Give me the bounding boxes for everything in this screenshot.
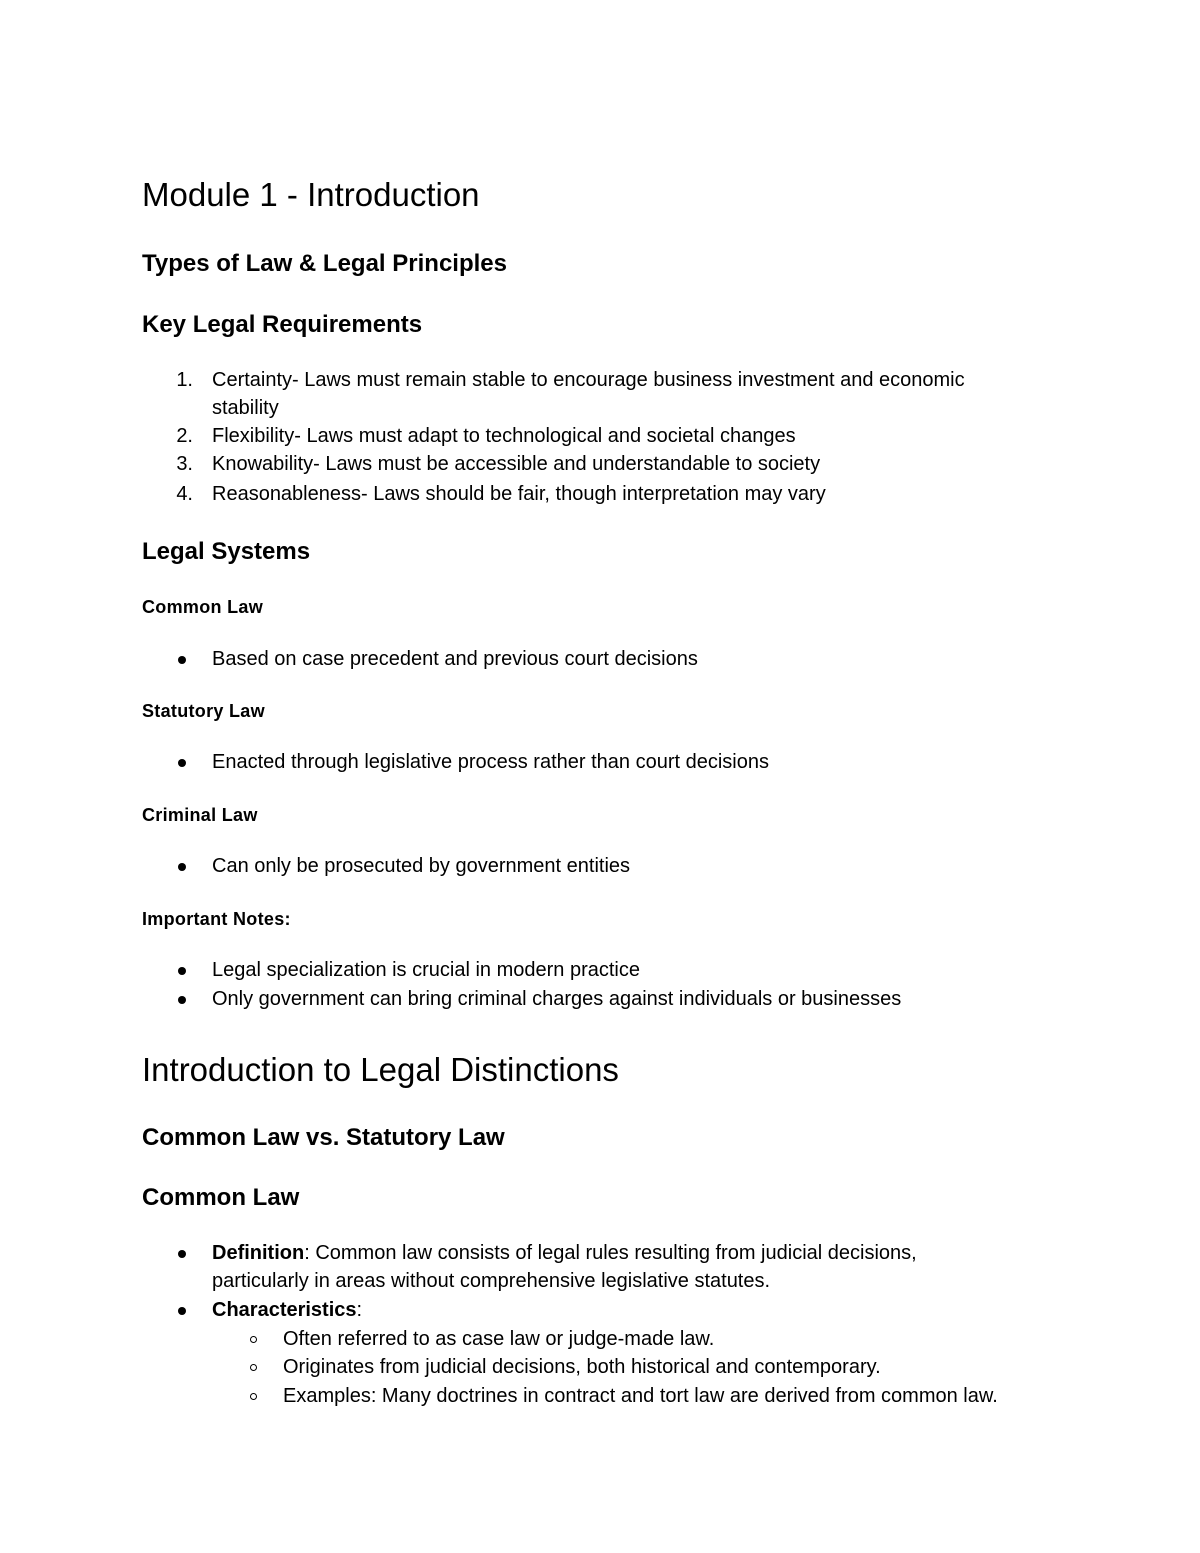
list-number: 4. [176,483,193,505]
list-item-text: Knowability- Laws must be accessible and understandable to society [212,453,821,475]
document-title: Module 1 - Introduction [142,176,480,213]
sub-bullet-circle [250,1393,257,1400]
subheading-legal-systems: Legal Systems [142,538,311,565]
characteristics-suffix: : [356,1299,363,1321]
label-important-notes: Important Notes: [142,909,291,929]
sub-bullet-circle [250,1364,257,1371]
sub-bullet-text: Originates from judicial decisions, both historical and contemporary. [283,1356,881,1378]
list-item-text: Flexibility- Laws must adapt to technological and societal changes [212,425,796,447]
bullet-text: Legal specialization is crucial in modern practice [212,959,640,981]
sub-bullet-text: Examples: Many doctrines in contract and tort law are derived from common law. [283,1385,998,1407]
list-number: 2. [176,425,193,447]
bullet-text: Only government can bring criminal charges against individuals or businesses [212,988,902,1010]
bullet-dot [178,656,186,664]
definition-line [212,1239,917,1267]
section-heading-types-of-law: Types of Law & Legal Principles [142,250,507,277]
list-item-text: Reasonableness- Laws should be fair, though interpretation may vary [212,483,826,505]
bullet-text: Enacted through legislative process rather than court decisions [212,751,769,773]
label-common-law: Common Law [142,597,264,617]
list-item-text-continued: stability [212,397,279,419]
bullet-dot [178,759,186,767]
label-criminal-law: Criminal Law [142,805,258,825]
bullet-dot [178,996,186,1004]
characteristics-term: Characteristics [212,1299,357,1321]
bullet-dot [178,1307,186,1315]
bullet-text: Based on case precedent and previous court decisions [212,648,698,670]
bullet-text: Can only be prosecuted by government entities [212,855,631,877]
subheading-common-law: Common Law [142,1184,300,1211]
subheading-common-vs-statutory: Common Law vs. Statutory Law [142,1124,505,1151]
list-number: 1. [176,369,193,391]
list-item-text: Certainty- Laws must remain stable to encourage business investment and economic [212,369,965,391]
definition-term: Definition [212,1242,305,1264]
definition-text-continued: particularly in areas without comprehensive legislative statutes. [212,1270,771,1292]
bullet-dot [178,967,186,975]
list-number: 3. [176,453,193,475]
sub-bullet-circle [250,1336,257,1343]
label-statutory-law: Statutory Law [142,701,265,721]
sub-bullet-text: Often referred to as case law or judge-made law. [283,1328,715,1350]
definition-text: : Common law consists of legal rules resulting from judicial decisions, [304,1242,917,1264]
characteristics-line [212,1296,362,1324]
subheading-key-legal-requirements: Key Legal Requirements [142,311,423,338]
bullet-dot [178,863,186,871]
bullet-dot [178,1250,186,1258]
section-heading-legal-distinctions: Introduction to Legal Distinctions [142,1051,619,1088]
